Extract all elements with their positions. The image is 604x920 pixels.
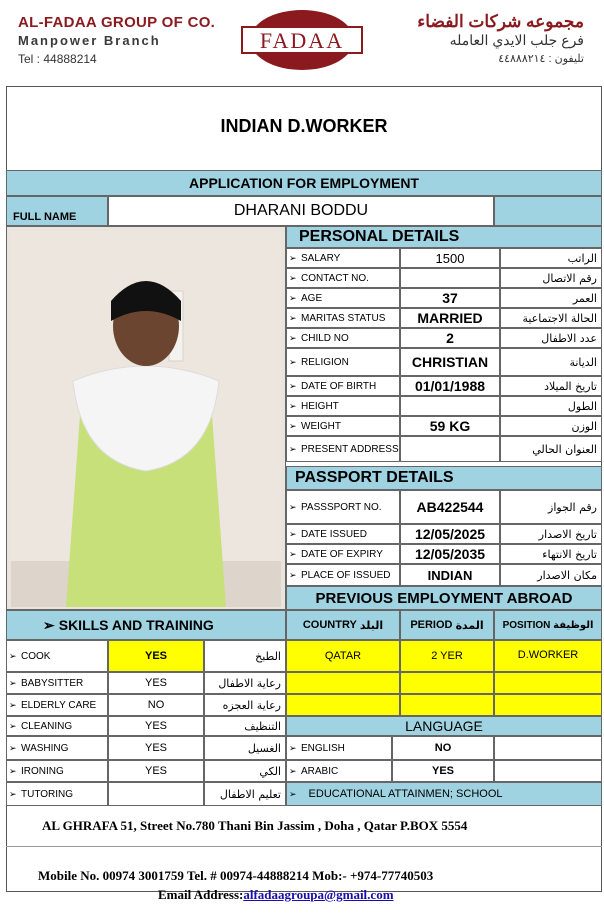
passport-row-value: 12/05/2035 <box>400 544 500 564</box>
application-heading: APPLICATION FOR EMPLOYMENT <box>6 170 602 196</box>
personal-row-ar: الطول <box>500 396 602 416</box>
personal-row-ar: تاريخ الميلاد <box>500 376 602 396</box>
skill-row-label: ➢ WASHING <box>6 736 108 760</box>
personal-row-label: ➢ AGE <box>286 288 400 308</box>
skill-row-label: ➢ IRONING <box>6 760 108 782</box>
full-name-label: FULL NAME <box>6 196 108 226</box>
prev-empty-cell <box>494 694 602 716</box>
passport-row-value: INDIAN <box>400 564 500 586</box>
personal-row-value: 37 <box>400 288 500 308</box>
personal-row-value <box>400 396 500 416</box>
col-period-header: PERIOD المدة <box>400 610 494 640</box>
personal-row-value <box>400 268 500 288</box>
company-phone-en: Tel : 44888214 <box>18 52 97 66</box>
language-row-value: YES <box>392 760 494 782</box>
col-position-header: POSITION الوظيفة <box>494 610 602 640</box>
personal-row-label: ➢ DATE OF BIRTH <box>286 376 400 396</box>
passport-row-ar: تاريخ الاصدار <box>500 524 602 544</box>
document-title: INDIAN D.WORKER <box>220 116 388 136</box>
prev-empty-cell <box>494 672 602 694</box>
applicant-photo <box>11 231 281 607</box>
prev-period-value: 2 YER <box>400 640 494 672</box>
education-label: ➢ EDUCATIONAL ATTAINMEN; SCHOOL <box>286 782 602 806</box>
personal-row-ar: الراتب <box>500 248 602 268</box>
company-name-en: AL-FADAA GROUP OF CO. <box>18 14 216 31</box>
skill-row-label: ➢ BABYSITTER <box>6 672 108 694</box>
skill-row-ar: تعليم الاطفال <box>204 782 286 806</box>
skill-row-label: ➢ ELDERLY CARE <box>6 694 108 716</box>
skill-row-ar: الكي <box>204 760 286 782</box>
personal-row-label: ➢ HEIGHT <box>286 396 400 416</box>
footer-address: AL GHRAFA 51, Street No.780 Thani Bin Jassim , Doha , Qatar P.BOX 5554 <box>42 818 468 833</box>
language-row-blank <box>494 736 602 760</box>
skill-row-ar: الطبخ <box>204 640 286 672</box>
logo-text: FADAA <box>259 28 345 53</box>
skill-row-value: NO <box>108 694 204 716</box>
arrow-icon: ➢ <box>289 788 297 799</box>
previous-employment-heading: PREVIOUS EMPLOYMENT ABROAD <box>286 586 602 610</box>
skill-row-value: YES <box>108 640 204 672</box>
passport-row-ar: مكان الاصدار <box>500 564 602 586</box>
passport-row-label: ➢ DATE OF EXPIRY <box>286 544 400 564</box>
full-name-blank <box>494 196 602 226</box>
passport-row-label: ➢ DATE ISSUED <box>286 524 400 544</box>
skill-row-ar: الغسيل <box>204 736 286 760</box>
personal-row-value: MARRIED <box>400 308 500 328</box>
skill-row-value: YES <box>108 736 204 760</box>
footer-contacts: Mobile No. 00974 3001759 Tel. # 00974-44888214 Mob:- +974-77740503 <box>38 868 434 883</box>
personal-row-ar: عدد الاطفال <box>500 328 602 348</box>
applicant-photo-frame <box>6 226 286 610</box>
prev-position-value: D.WORKER <box>494 640 602 672</box>
passport-row-value: AB422544 <box>400 490 500 524</box>
personal-row-value: CHRISTIAN <box>400 348 500 376</box>
skill-row-label: ➢ CLEANING <box>6 716 108 736</box>
arrow-icon: ➢ <box>43 616 55 633</box>
skill-row-ar: رعاية الاطفال <box>204 672 286 694</box>
personal-row-label: ➢ PRESENT ADDRESS <box>286 436 400 462</box>
company-phone-ar: تليفون : ٤٤٨٨٨٢١٤ <box>498 53 584 65</box>
personal-details-heading: PERSONAL DETAILS <box>286 226 602 248</box>
col-country-header: COUNTRY البلد <box>286 610 400 640</box>
personal-row-value: 59 KG <box>400 416 500 436</box>
passport-details-heading: PASSPORT DETAILS <box>286 466 602 490</box>
language-row-label: ➢ ARABIC <box>286 760 392 782</box>
personal-row-ar: العمر <box>500 288 602 308</box>
prev-empty-cell <box>286 672 400 694</box>
personal-row-label: ➢ CHILD NO <box>286 328 400 348</box>
language-row-value: NO <box>392 736 494 760</box>
skill-row-value <box>108 782 204 806</box>
skill-row-ar: رعاية العجزه <box>204 694 286 716</box>
personal-row-value <box>400 436 500 462</box>
passport-row-value: 12/05/2025 <box>400 524 500 544</box>
skills-heading: ➢ SKILLS AND TRAINING <box>6 610 286 640</box>
prev-empty-cell <box>400 694 494 716</box>
branch-name-ar: فرع جلب الايدي العامله <box>449 32 584 48</box>
passport-row-ar: رقم الجواز <box>500 490 602 524</box>
passport-row-label: ➢ PASSSPORT NO. <box>286 490 400 524</box>
personal-row-ar: العنوان الحالي <box>500 436 602 462</box>
personal-row-ar: الديانة <box>500 348 602 376</box>
personal-row-value: 01/01/1988 <box>400 376 500 396</box>
email-link[interactable]: alfadaagroupa@gmail.com <box>243 887 394 902</box>
skill-row-ar: التنظيف <box>204 716 286 736</box>
skill-row-value: YES <box>108 716 204 736</box>
personal-row-ar: رقم الاتصال <box>500 268 602 288</box>
skill-row-label: ➢ TUTORING <box>6 782 108 806</box>
personal-row-ar: الحالة الاجتماعية <box>500 308 602 328</box>
personal-row-label: ➢ CONTACT NO. <box>286 268 400 288</box>
language-row-label: ➢ ENGLISH <box>286 736 392 760</box>
footer-email: Email Address:alfadaagroupa@gmail.com <box>158 887 394 902</box>
prev-country-value: QATAR <box>286 640 400 672</box>
branch-name-en: Manpower Branch <box>18 33 161 48</box>
prev-empty-cell <box>286 694 400 716</box>
passport-row-ar: تاريخ الانتهاء <box>500 544 602 564</box>
fadaa-logo <box>240 8 364 72</box>
personal-row-value: 2 <box>400 328 500 348</box>
personal-row-value: 1500 <box>400 248 500 268</box>
language-row-blank <box>494 760 602 782</box>
skill-row-label: ➢ COOK <box>6 640 108 672</box>
prev-empty-cell <box>400 672 494 694</box>
full-name-value: DHARANI BODDU <box>108 196 494 226</box>
company-name-ar: مجموعه شركات الفضاء <box>417 12 584 31</box>
personal-row-label: ➢ WEIGHT <box>286 416 400 436</box>
personal-row-ar: الوزن <box>500 416 602 436</box>
passport-row-label: ➢ PLACE OF ISSUED <box>286 564 400 586</box>
personal-row-label: ➢ SALARY <box>286 248 400 268</box>
skill-row-value: YES <box>108 760 204 782</box>
personal-row-label: ➢ RELIGION <box>286 348 400 376</box>
skill-row-value: YES <box>108 672 204 694</box>
personal-row-label: ➢ MARITAS STATUS <box>286 308 400 328</box>
language-heading: LANGUAGE <box>286 716 602 736</box>
footer-divider <box>6 846 602 847</box>
